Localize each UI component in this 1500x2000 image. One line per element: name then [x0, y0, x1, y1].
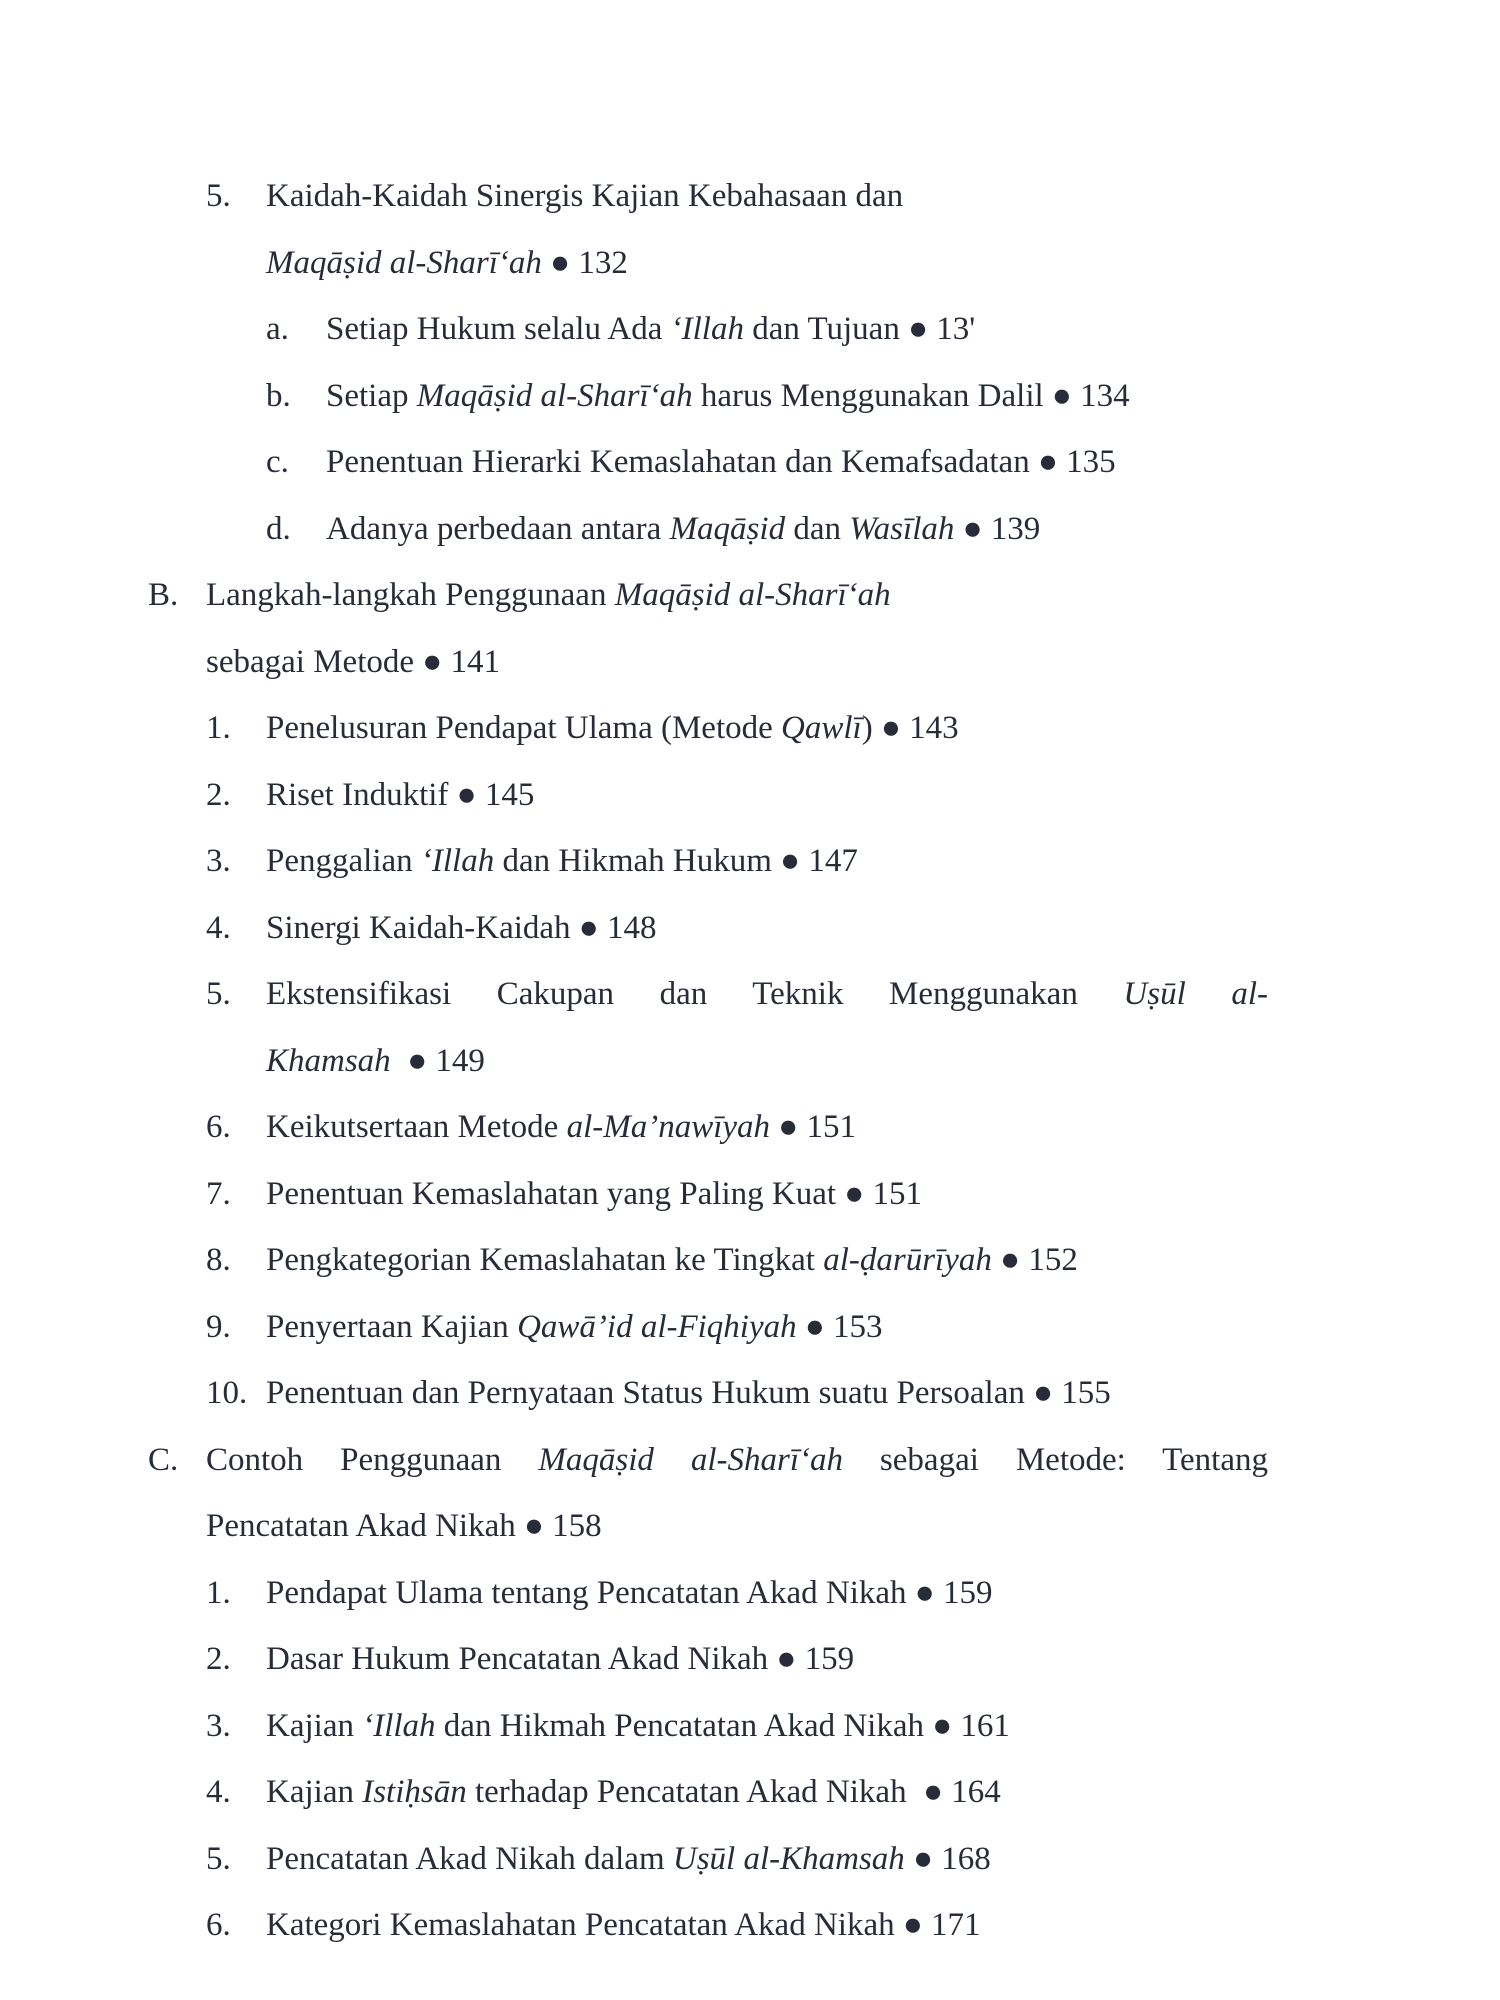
toc-line-text — [266, 230, 628, 297]
toc-text-segment: Maqāṣid al-Sharī‘ah — [614, 577, 891, 613]
toc-text-segment: Penelusuran Pendapat Ulama (Metode — [266, 710, 782, 746]
toc-line-marker: c. — [266, 444, 289, 480]
toc-line — [0, 363, 1500, 430]
toc-text-segment: ‘Illah — [420, 843, 495, 879]
toc-line-text — [206, 562, 891, 629]
toc-line-text — [206, 629, 500, 696]
toc-line-text — [206, 1427, 1268, 1494]
toc-line-marker: C. — [148, 1441, 179, 1478]
toc-text-segment: Istiḥsān — [362, 1774, 467, 1810]
toc-line-marker: 8. — [206, 1242, 231, 1278]
toc-text-segment: dan Hikmah Pencatatan Akad Nikah ● 161 — [435, 1707, 1010, 1744]
toc-text-segment: dan — [785, 510, 850, 547]
toc-text-segment: Wasīlah — [849, 510, 955, 547]
toc-line-text — [266, 695, 959, 762]
toc-text-segment: Pencatatan Akad Nikah ● 158 — [206, 1508, 602, 1544]
toc-line-text — [266, 1826, 991, 1893]
toc-line-marker: 1. — [206, 1574, 231, 1611]
toc-text-segment: Pengkategorian Kemaslahatan ke Tingkat — [266, 1242, 824, 1278]
toc-line — [0, 1693, 1500, 1760]
toc-line-text — [266, 1892, 981, 1959]
toc-line-marker: 4. — [206, 1774, 231, 1810]
toc-text-segment: Kajian — [266, 1707, 363, 1744]
toc-line — [0, 230, 1500, 297]
toc-line — [0, 1826, 1500, 1893]
toc-text-segment: Ekstensifikasi Cakupan dan Teknik Menggunakan — [266, 976, 1124, 1012]
toc-text-segment: Penentuan dan Pernyataan Status Hukum suatu Persoalan ● 155 — [266, 1375, 1111, 1411]
toc-line-marker: 2. — [206, 776, 231, 813]
toc-text-segment: Sinergi Kaidah-Kaidah ● 148 — [266, 909, 657, 946]
toc-text-segment: Dasar Hukum Pencatatan Akad Nikah ● 159 — [266, 1641, 855, 1677]
toc-line-text — [266, 1028, 485, 1095]
toc-text-segment: Setiap Hukum selalu Ada — [326, 311, 671, 347]
toc-text-segment: dan Tujuan ● 13' — [743, 311, 976, 347]
toc-text-segment: Penyertaan Kajian — [266, 1308, 518, 1345]
toc-text-segment: Pendapat Ulama tentang Pencatatan Akad Nikah ● 159 — [266, 1574, 993, 1611]
toc-line-marker: 9. — [206, 1308, 231, 1345]
toc-line — [0, 562, 1500, 629]
toc-text-segment: dan Hikmah Hukum ● 147 — [494, 843, 858, 879]
toc-line-marker: 5. — [206, 178, 231, 214]
toc-line-marker: 7. — [206, 1175, 231, 1212]
toc-text-segment: ● 149 — [390, 1042, 485, 1079]
toc-line — [0, 961, 1500, 1028]
toc-line — [0, 1028, 1500, 1095]
toc-line-marker: 6. — [206, 1109, 231, 1145]
toc-line — [0, 1427, 1500, 1494]
toc-text-segment: ) ● 143 — [861, 710, 959, 746]
toc-line-text — [266, 1161, 922, 1228]
toc-line-text — [266, 1294, 883, 1361]
toc-text-segment: ● 139 — [954, 510, 1041, 547]
toc-line-marker: 2. — [206, 1641, 231, 1677]
toc-line — [0, 762, 1500, 829]
toc-text-segment: Keikutsertaan Metode — [266, 1109, 567, 1145]
toc-text-segment: ● 132 — [541, 244, 628, 281]
toc-text-segment: Kaidah-Kaidah Sinergis Kajian Kebahasaan dan — [266, 178, 904, 214]
toc-line — [0, 163, 1500, 230]
toc-text-segment: ● 152 — [991, 1242, 1078, 1278]
toc-line-marker: 5. — [206, 976, 231, 1012]
toc-text-segment: Kajian — [266, 1774, 363, 1810]
toc-text-segment: Maqāṣid al-Sharī‘ah — [538, 1441, 843, 1478]
toc-line-marker: b. — [266, 377, 291, 414]
toc-line-marker: 3. — [206, 1707, 231, 1744]
toc-line-text — [266, 961, 1268, 1028]
toc-line — [0, 1626, 1500, 1693]
toc-text-segment: Riset Induktif ● 145 — [266, 776, 535, 813]
toc-line-text — [326, 429, 1116, 496]
toc-text-segment: Kategori Kemaslahatan Pencatatan Akad Nikah ● 171 — [266, 1907, 981, 1943]
toc-text-segment: sebagai Metode ● 141 — [206, 643, 500, 680]
toc-line — [0, 629, 1500, 696]
toc-line-text — [206, 1493, 602, 1560]
toc-line — [0, 828, 1500, 895]
toc-line — [0, 1227, 1500, 1294]
toc-line-text — [266, 1360, 1111, 1427]
toc-line — [0, 496, 1500, 563]
toc-text-segment: Penentuan Hierarki Kemaslahatan dan Kemafsadatan ● 135 — [326, 444, 1116, 480]
toc-line-marker: 1. — [206, 710, 231, 746]
toc-text-segment: Contoh Penggunaan — [206, 1441, 539, 1478]
toc-line — [0, 895, 1500, 962]
toc-line-text — [326, 363, 1130, 430]
toc-line — [0, 429, 1500, 496]
toc-line-marker: 6. — [206, 1907, 231, 1943]
toc-line-marker: 10. — [206, 1375, 248, 1411]
toc-text-segment: Maqāṣid al-Sharī‘ah — [266, 244, 542, 281]
toc-line-text — [266, 762, 534, 829]
toc-text-segment: Khamsah — [266, 1042, 391, 1079]
toc-text-segment: terhadap Pencatatan Akad Nikah ● 164 — [466, 1774, 1001, 1810]
toc-line-marker: d. — [266, 510, 291, 547]
toc-text-segment: ‘Illah — [362, 1707, 436, 1744]
toc-text-segment: Penggalian — [266, 843, 421, 879]
toc-text-segment: ● 151 — [770, 1109, 856, 1145]
toc-line-text — [266, 163, 903, 230]
toc-text-segment: Qawā’id al-Fiqhiyah — [517, 1308, 797, 1345]
toc-line-text — [266, 1626, 854, 1693]
toc-text-segment: Adanya perbedaan antara — [326, 510, 670, 547]
toc-text-segment: ‘Illah — [670, 311, 744, 347]
toc-text-segment: al-Ma’nawīyah — [566, 1109, 771, 1145]
toc-line-text — [326, 296, 975, 363]
toc-line — [0, 1360, 1500, 1427]
toc-line — [0, 1493, 1500, 1560]
toc-line-marker: 3. — [206, 843, 231, 879]
toc-line — [0, 1892, 1500, 1959]
toc-text-segment: Uṣūl al-Khamsah — [672, 1840, 905, 1877]
toc-text-segment: al-ḍarūrīyah — [823, 1242, 992, 1278]
toc-line — [0, 1294, 1500, 1361]
toc-line — [0, 296, 1500, 363]
toc-line-text — [266, 1560, 992, 1627]
toc-line — [0, 1560, 1500, 1627]
toc-text-segment: Penentuan Kemaslahatan yang Paling Kuat ● 151 — [266, 1175, 922, 1212]
toc-line — [0, 695, 1500, 762]
toc-line-text — [326, 496, 1040, 563]
toc-line-text — [266, 1693, 1010, 1760]
toc-line-marker: 5. — [206, 1840, 231, 1877]
toc-line — [0, 1161, 1500, 1228]
toc-line-text — [266, 1094, 856, 1161]
toc-line-text — [266, 1227, 1078, 1294]
toc-text-segment: Setiap — [326, 377, 417, 414]
toc-line-text — [266, 828, 858, 895]
toc-text-segment: ● 168 — [904, 1840, 991, 1877]
toc-line-text — [266, 1759, 1001, 1826]
toc-line-marker: B. — [148, 577, 179, 613]
toc-text-segment: sebagai Metode: Tentang — [842, 1441, 1268, 1478]
toc-text-segment: ● 153 — [796, 1308, 883, 1345]
toc-text-segment: Qawlī — [781, 710, 862, 746]
toc-line — [0, 1759, 1500, 1826]
toc-line-marker: a. — [266, 311, 289, 347]
toc-text-segment: Langkah-langkah Penggunaan — [206, 577, 615, 613]
toc-text-segment: Maqāṣid — [669, 510, 786, 547]
toc-text-segment: Uṣūl al- — [1123, 976, 1268, 1012]
toc-text-segment: Pencatatan Akad Nikah dalam — [266, 1840, 673, 1877]
toc-text-segment: harus Menggunakan Dalil ● 134 — [692, 377, 1130, 414]
toc-line-marker: 4. — [206, 909, 231, 946]
toc-line — [0, 1094, 1500, 1161]
toc-text-segment: Maqāṣid al-Sharī‘ah — [416, 377, 693, 414]
toc-line-text — [266, 895, 657, 962]
